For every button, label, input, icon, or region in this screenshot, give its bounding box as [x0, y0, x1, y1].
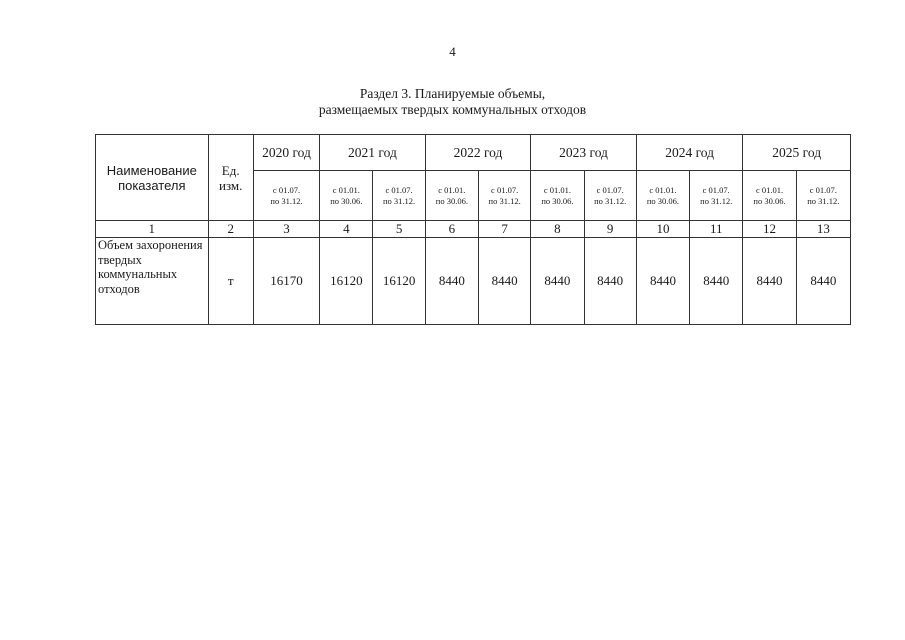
header-period: с 01.07. по 31.12. — [479, 171, 531, 221]
header-period: с 01.01. по 30.06. — [636, 171, 689, 221]
header-indicator: Наименование показателя — [96, 135, 209, 221]
column-number: 11 — [690, 221, 743, 238]
header-year: 2023 год — [531, 135, 637, 171]
column-number-row — [96, 221, 851, 238]
header-row-years — [96, 135, 851, 171]
table-row — [96, 238, 851, 325]
column-number: 4 — [320, 221, 373, 238]
value-cell: 8440 — [636, 238, 689, 325]
waste-volume-table — [95, 134, 851, 325]
value-cell: 8440 — [479, 238, 531, 325]
header-year: 2025 год — [743, 135, 851, 171]
column-number: 13 — [796, 221, 850, 238]
section-title-line-2: размещаемых твердых коммунальных отходов — [318, 102, 587, 117]
column-number: 8 — [531, 221, 584, 238]
column-number: 2 — [208, 221, 253, 238]
column-number: 5 — [373, 221, 425, 238]
header-period: с 01.07. по 31.12. — [690, 171, 743, 221]
header-period: с 01.01. по 30.06. — [425, 171, 478, 221]
value-cell: 8440 — [531, 238, 584, 325]
header-period: с 01.01. по 30.06. — [531, 171, 584, 221]
column-number: 1 — [96, 221, 209, 238]
value-cell: 8440 — [796, 238, 850, 325]
column-number: 10 — [636, 221, 689, 238]
value-cell: 8440 — [425, 238, 478, 325]
header-year: 2021 год — [320, 135, 426, 171]
header-period: с 01.07. по 31.12. — [584, 171, 636, 221]
header-unit: Ед. изм. — [208, 135, 253, 221]
section-title-line-1: Раздел 3. Планируемые объемы, — [359, 86, 546, 101]
value-cell: 16120 — [320, 238, 373, 325]
value-cell: 8440 — [743, 238, 796, 325]
header-period: с 01.07. по 31.12. — [373, 171, 425, 221]
header-year: 2020 год — [253, 135, 319, 171]
page-number: 4 — [449, 44, 456, 59]
value-cell: 8440 — [690, 238, 743, 325]
header-period: с 01.07. по 31.12. — [796, 171, 850, 221]
header-period: с 01.01. по 30.06. — [320, 171, 373, 221]
header-period: с 01.07. по 31.12. — [253, 171, 319, 221]
section-title — [0, 86, 905, 118]
column-number: 6 — [425, 221, 478, 238]
value-cell: 8440 — [584, 238, 636, 325]
value-cell: 16170 — [253, 238, 319, 325]
column-number: 7 — [479, 221, 531, 238]
indicator-name: Объем захоронения твердых коммунальных отходов — [96, 238, 209, 325]
column-number: 12 — [743, 221, 796, 238]
value-cell: 16120 — [373, 238, 425, 325]
column-number: 3 — [253, 221, 319, 238]
unit-cell: т — [208, 238, 253, 325]
column-number: 9 — [584, 221, 636, 238]
header-year: 2024 год — [636, 135, 743, 171]
header-year: 2022 год — [425, 135, 531, 171]
header-period: с 01.01. по 30.06. — [743, 171, 796, 221]
